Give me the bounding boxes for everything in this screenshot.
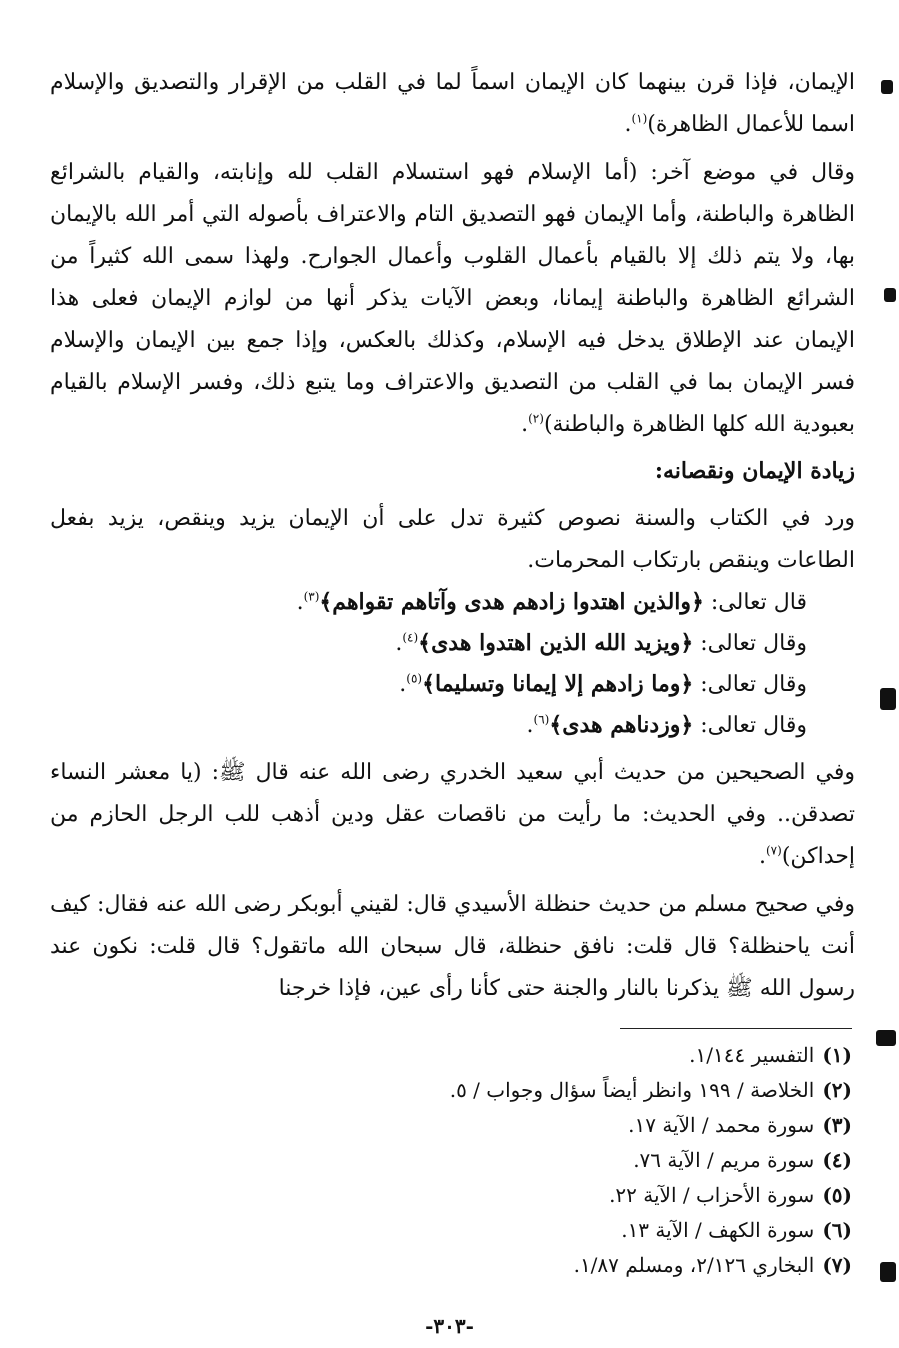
footnote-item [200, 1108, 852, 1143]
footnote-number: (٦) [822, 1218, 852, 1242]
footnote-ref-3: (٣) [303, 589, 320, 604]
footnote-ref-4: (٤) [402, 630, 419, 645]
verse-line-4: وقال تعالى: ﴿وزدناهم هدى﴾$^{(٦)}$. [526, 712, 807, 738]
paragraph-2-text: وقال في موضع آخر: (أما الإسلام فهو استسلام القلب لله وإنابته، والقيام بالشرائع الظاهرة والباطنة، وأما الإيمان فهو التصديق التام والاعتراف بأصوله التي أمر الله بالإيمان بها، ولا يتم ذلك إلا بالقيام بأعمال القلوب وأعمال الجوارح. ولهذا سمى الله كثيراً من الشرائع الظاهرة والباطنة إيمانا، وبعض الآيات يذكر أنها من لوازم الإيمان فعلى هذا الإيمان عند الإطلاق يدخل فيه الإسلام، وكذلك بالعكس، وإذا جمع بين الإيمان والإسلام فسر الإيمان بما في القلب من التصديق والاعتراف وما يتبع ذلك، وفسر الإسلام بالقيام بعبودية الله كلها الظاهرة والباطنة) [50, 160, 855, 437]
footnote-number: (٥) [822, 1183, 852, 1207]
verse-line-2: وقال تعالى: ﴿ويزيد الله الذين اهتدوا هدى﴾$^{(٤)}$. [395, 630, 807, 656]
footnote-text: سورة محمد / الآية ١٧. [628, 1113, 815, 1137]
verse-text: ﴿والذين اهتدوا زادهم هدى وآتاهم تقواهم﴾ [319, 589, 704, 615]
footnote-text: سورة الأحزاب / الآية ٢٢. [609, 1183, 815, 1207]
page-number: -٣٠٣- [425, 1314, 474, 1338]
scan-mark [880, 688, 896, 710]
footnote-item [200, 1143, 852, 1178]
footnote-divider [620, 1028, 852, 1029]
paragraph-1: الإيمان، فإذا قرن بينهما كان الإيمان اسماً لما في القلب من الإقرار والتصديق والإسلام اسما للأعمال الظاهرة)$^{(١)}$. [50, 70, 855, 137]
footnote-text: سورة الكهف / الآية ١٣. [621, 1218, 815, 1242]
footnote-item [200, 1038, 852, 1073]
verse-line-3: وقال تعالى: ﴿وما زادهم إلا إيمانا وتسليما﴾$^{(٥)}$. [399, 671, 807, 697]
footnote-number: (٢) [822, 1078, 852, 1102]
footnote-text: التفسير ١/١٤٤. [689, 1043, 815, 1067]
verse-text: ﴿وما زادهم إلا إيمانا وتسليما﴾ [422, 671, 694, 697]
footnote-item [200, 1248, 852, 1283]
verse-intro: قال تعالى: [703, 590, 807, 615]
paragraph-5: وفي صحيح مسلم من حديث حنظلة الأسيدي قال: لقيني أبوبكر رضى الله عنه فقال: كيف أنت ياحنظلة؟ قال قلت: نافق حنظلة، قال سبحان الله ماتقول؟ قال قلت: نكون عند رسول الله ﷺ يذكرنا بالنار والجنة حتى كأنا رأى عين، فإذا خرجنا [50, 892, 855, 1001]
paragraph-3: ورد في الكتاب والسنة نصوص كثيرة تدل على أن الإيمان يزيد وينقص، يزيد بفعل الطاعات وينقص بارتكاب المحرمات. [50, 506, 855, 573]
footnote-item [200, 1073, 852, 1108]
verse-intro: وقال تعالى: [693, 713, 807, 738]
paragraph-2: وقال في موضع آخر: (أما الإسلام فهو استسلام القلب لله وإنابته، والقيام بالشرائع الظاهرة والباطنة، وأما الإيمان فهو التصديق التام والاعتراف بأصوله التي أمر الله بالإيمان بها، ولا يتم ذلك إلا بالقيام بأعمال القلوب وأعمال الجوارح. ولهذا سمى الله كثيراً من الشرائع الظاهرة والباطنة إيمانا، وبعض الآيات يذكر أنها من لوازم الإيمان فعلى هذا الإيمان عند الإطلاق يدخل فيه الإسلام، وكذلك بالعكس، وإذا جمع بين الإيمان والإسلام فسر الإيمان بما في القلب من التصديق والاعتراف وما يتبع ذلك، وفسر الإسلام بالقيام بعبودية الله كلها الظاهرة والباطنة)$^{(٢)}$. [50, 160, 855, 437]
footnote-item [200, 1178, 852, 1213]
scan-mark [880, 1262, 896, 1282]
footnote-ref-5: (٥) [406, 671, 423, 686]
verse-line-1: قال تعالى: ﴿والذين اهتدوا زادهم هدى وآتاهم تقواهم﴾$^{(٣)}$. [296, 589, 807, 615]
paragraph-1-text: الإيمان، فإذا قرن بينهما كان الإيمان اسماً لما في القلب من الإقرار والتصديق والإسلام اسما للأعمال الظاهرة) [50, 70, 855, 137]
section-heading: زيادة الإيمان ونقصانه: [654, 458, 855, 484]
page-body [50, 62, 855, 1010]
scan-mark [876, 1030, 896, 1046]
paragraph-4: وفي الصحيحين من حديث أبي سعيد الخدري رضى الله عنه قال ﷺ: (يا معشر النساء تصدقن.. وفي الحديث: ما رأيت من ناقصات عقل ودين أذهب للب الرجل الحازم من إحداكن)$^{(٧)}$. [50, 760, 855, 869]
footnote-text: البخاري ٢/١٢٦، ومسلم ١/٨٧. [573, 1253, 815, 1277]
verse-text: ﴿وزدناهم هدى﴾ [549, 712, 694, 738]
paragraph-4-text: وفي الصحيحين من حديث أبي سعيد الخدري رضى الله عنه قال ﷺ: (يا معشر النساء تصدقن.. وفي الحديث: ما رأيت من ناقصات عقل ودين أذهب للب الرجل الحازم من إحداكن) [50, 760, 855, 869]
footnotes [200, 1038, 852, 1283]
footnote-ref-1: (١) [631, 111, 648, 126]
scan-mark [881, 80, 893, 94]
footnote-number: (١) [822, 1043, 852, 1067]
footnote-text: الخلاصة / ١٩٩ وانظر أيضاً سؤال وجواب / ٥. [449, 1078, 815, 1102]
footnote-number: (٤) [822, 1148, 852, 1172]
verse-intro: وقال تعالى: [693, 631, 807, 656]
footnote-ref-2: (٢) [528, 411, 544, 426]
footnote-number: (٣) [822, 1113, 852, 1137]
footnote-ref-6: (٦) [533, 712, 550, 727]
verse-text: ﴿ويزيد الله الذين اهتدوا هدى﴾ [418, 630, 694, 656]
scan-mark [884, 288, 896, 302]
footnote-ref-7: (٧) [765, 843, 782, 858]
footnote-item [200, 1213, 852, 1248]
verse-intro: وقال تعالى: [693, 672, 807, 697]
footnote-text: سورة مريم / الآية ٧٦. [633, 1148, 815, 1172]
footnote-number: (٧) [822, 1253, 852, 1277]
